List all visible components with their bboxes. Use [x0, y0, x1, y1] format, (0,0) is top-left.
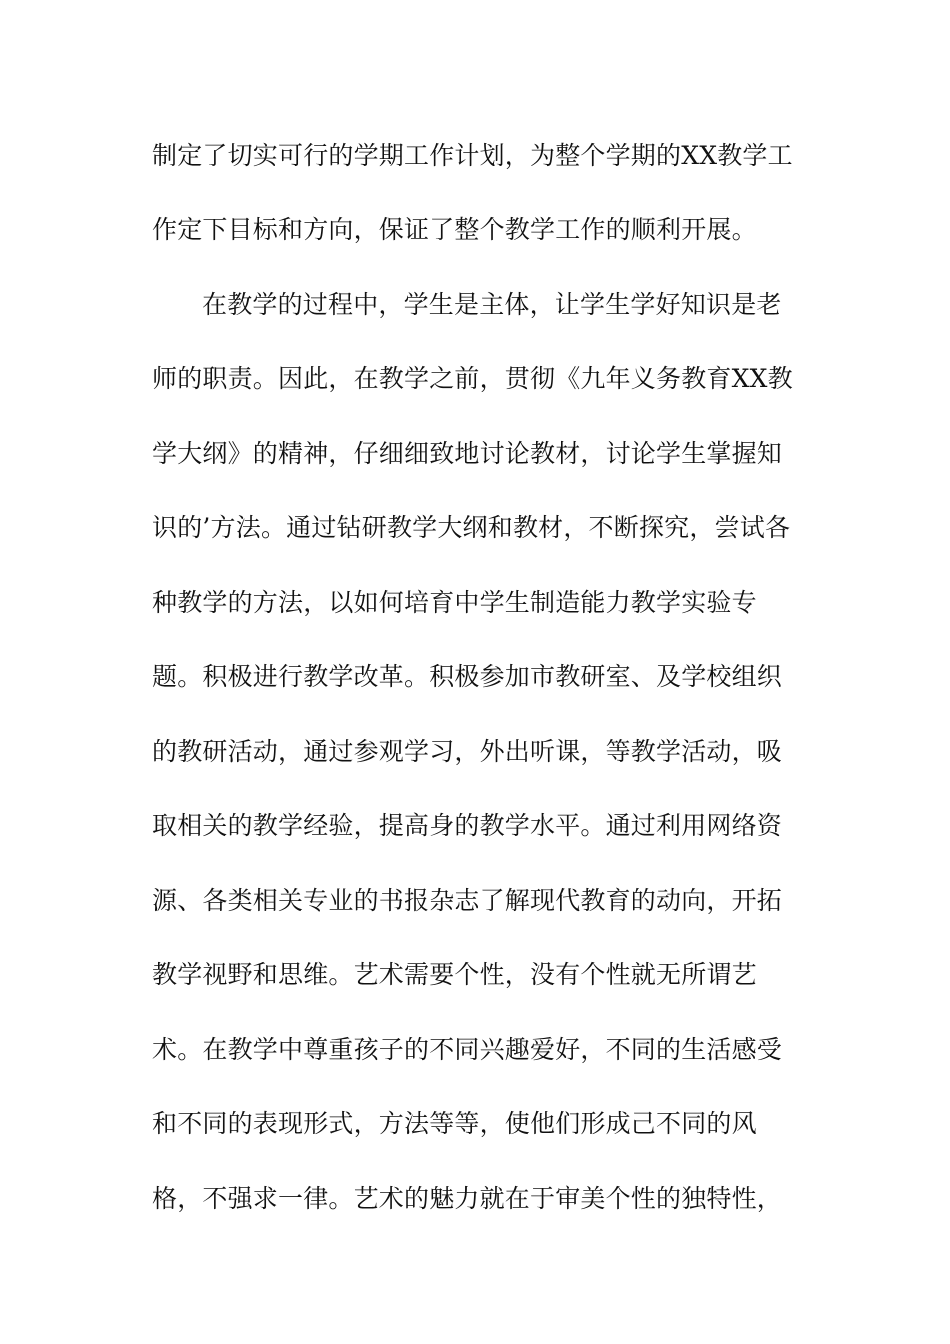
text-line: 种教学的方法，以如何培育中学生制造能力教学实验专	[152, 588, 757, 617]
text-line: 学大纲》的精神，仔细细致地讨论教材，讨论学生掌握知	[152, 439, 783, 468]
text-line: 术。在教学中尊重孩子的不同兴趣爱好，不同的生活感受	[152, 1035, 783, 1064]
text-line: 题。积极进行教学改革。积极参加市教研室、及学校组织	[152, 662, 783, 691]
text-line: 的教研活动，通过参观学习，外出听课，等教学活动，吸	[152, 737, 783, 766]
text-line: 格，不强求一律。艺术的魅力就在于审美个性的独特性，	[152, 1184, 783, 1213]
text-line: 制定了切实可行的学期工作计划，为整个学期的XX教学工	[152, 141, 793, 170]
text-line: 和不同的表现形式，方法等等，使他们形成己不同的风	[152, 1109, 757, 1138]
text-line: 源、各类相关专业的书报杂志了解现代教育的动向，开拓	[152, 886, 783, 915]
text-line: 教学视野和思维。艺术需要个性，没有个性就无所谓艺	[152, 960, 757, 989]
paragraph-first-line: 在教学的过程中，学生是主体，让学生学好知识是老	[202, 290, 782, 319]
text-line: 识的’方法。通过钻研教学大纲和教材，不断探究，尝试各	[152, 513, 791, 542]
text-line: 取相关的教学经验，提高身的教学水平。通过利用网络资	[152, 811, 783, 840]
text-line: 师的职责。因此，在教学之前，贯彻《九年义务教育XX教	[152, 364, 793, 393]
text-line: 作定下目标和方向，保证了整个教学工作的顺利开展。	[152, 215, 757, 244]
